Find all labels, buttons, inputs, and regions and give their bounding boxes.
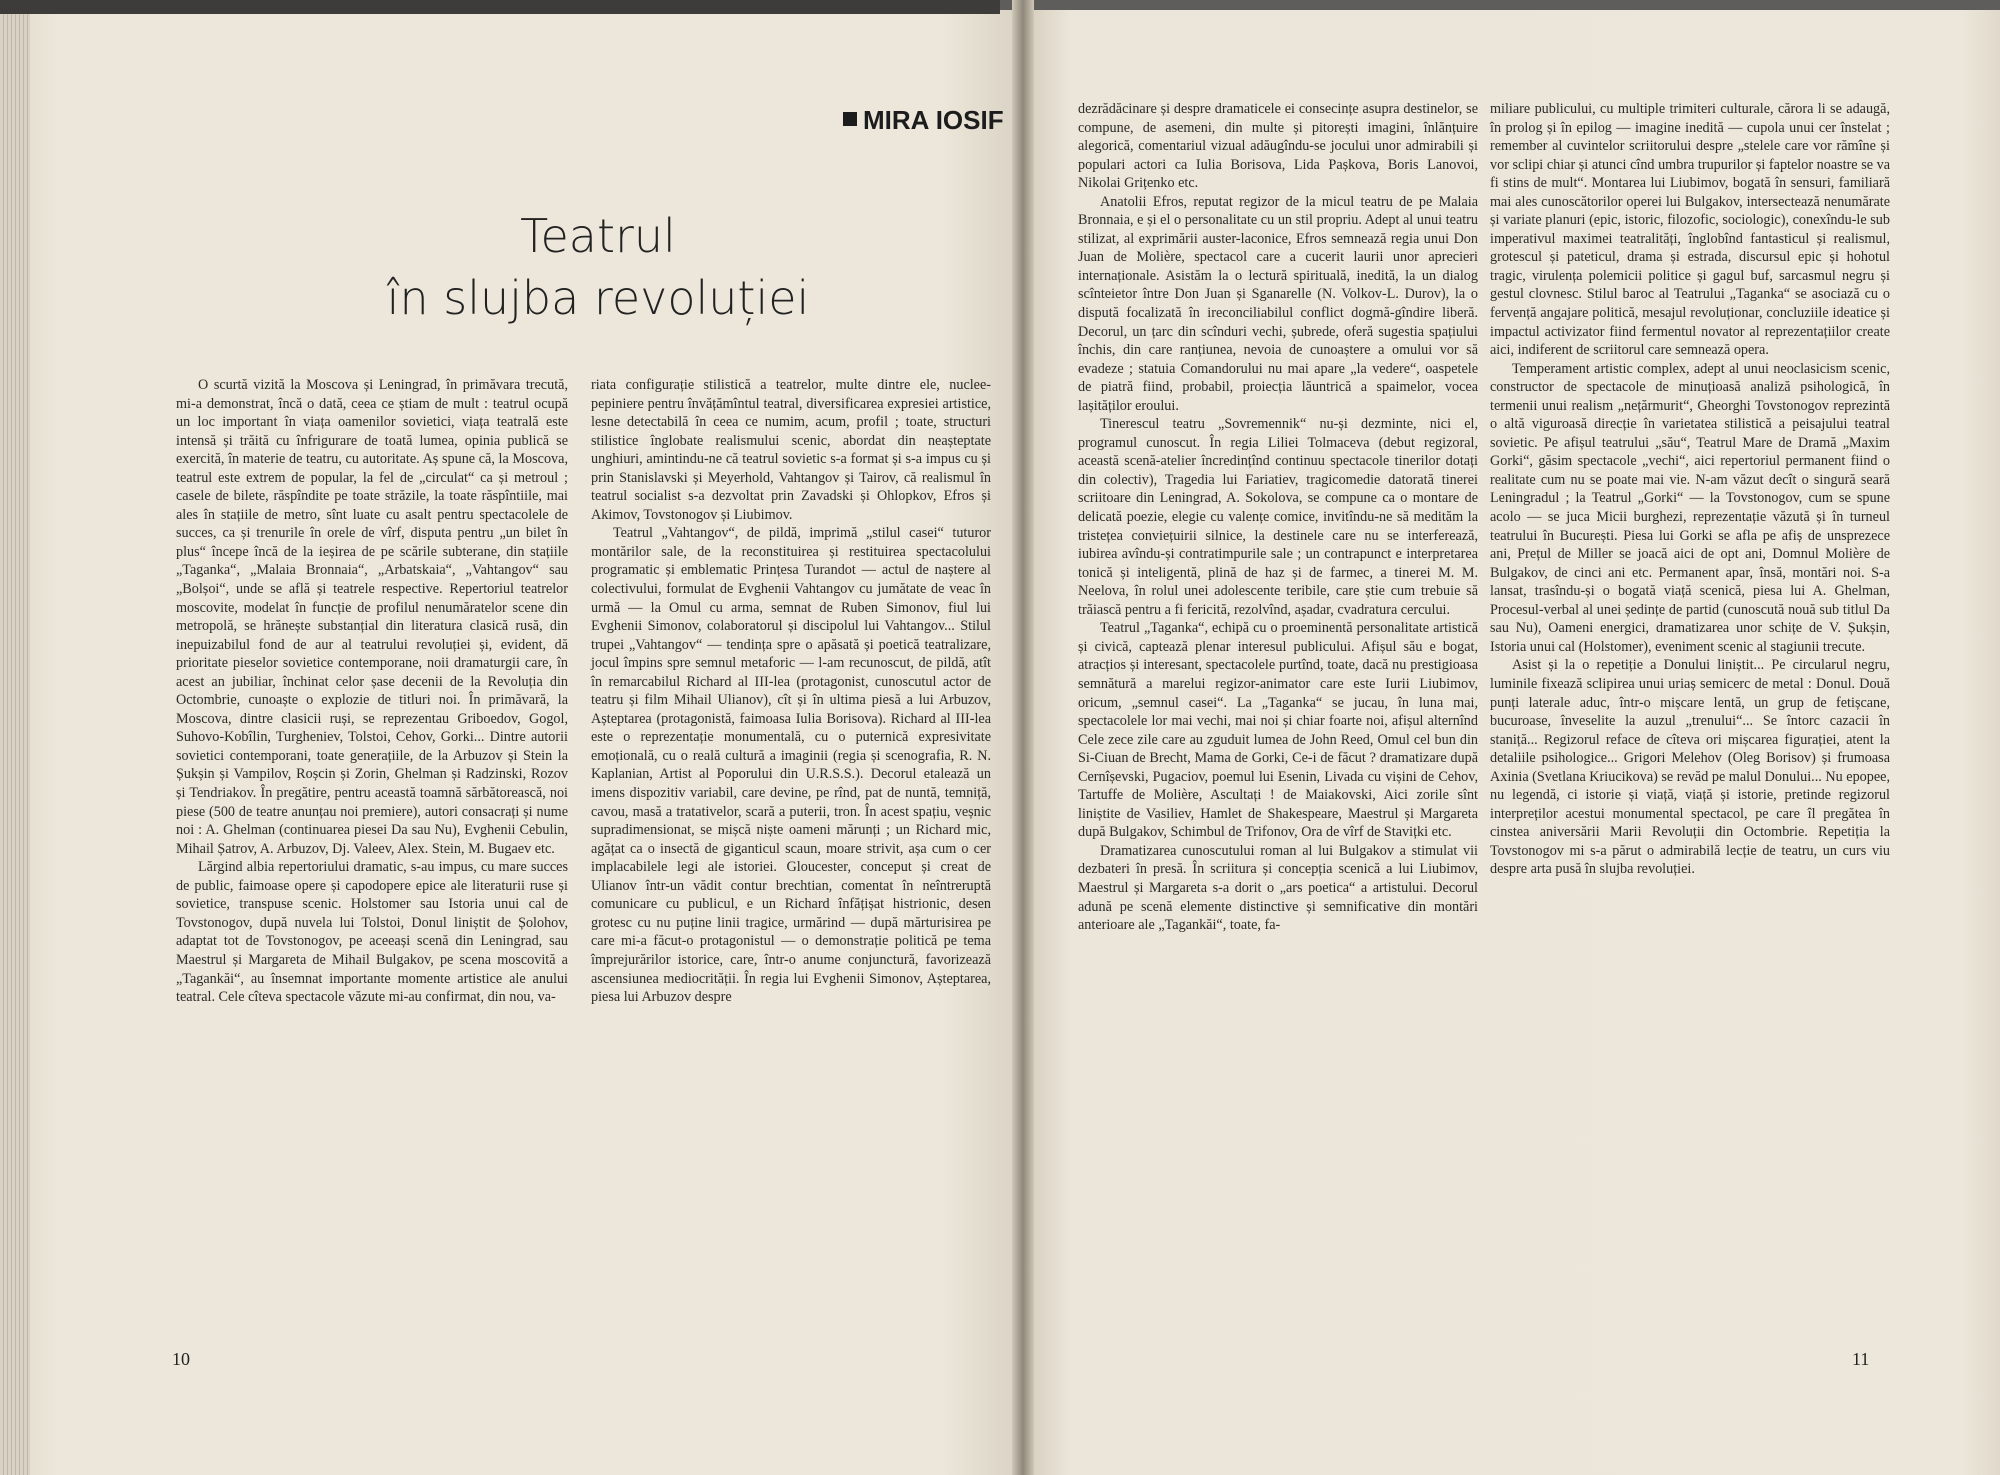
title-line-1: Teatrul xyxy=(520,209,676,263)
paragraph: Temperament artistic complex, adept al unui neoclasicism scenic, constructor de spectacole de minuțioasă analiză psihologică, în termenii unui realism „nețărmurit“, Gheorghi Tovstonogov reprezintă o altă viguroasă direcție în varietatea stilistică a peisajului teatral sovietic. Pe afișul teatrului „său“, Teatrul Mare de Dramă „Maxim Gorki“, găsim spectacole „vechi“, aici repertoriul permanent fiind o realitate cum nu se poate mai vie. N-am văzut decît o singură seară Leningradul ; la Teatrul „Gorki“ — la Tovstonogov, cum se spune acolo — se juca Micii burghezi, reprezentație văzută și în turneul teatrului în București. Piesa lui Gorki se afla pe afiș de unsprezece ani, Prețul de Miller se joacă aici de opt ani, Domnul Molière de Bulgakov, de cinci ani etc. Permanent apar, însă, montări noi. S-a lansat, trasîndu-și o bogată viață scenică, piesa lui A. Ghelman, Procesul-verbal al unei ședințe de partid (cunoscută nouă sub titlul Da sau Nu), Oameni energici, dramatizarea unor schițe de V. Șukșin, Istoria unui cal (Holstomer), eveniment scenic al stagiunii trecute. xyxy=(1490,360,1890,655)
binding-top-edge xyxy=(0,0,1000,14)
paragraph: O scurtă vizită la Moscova și Leningrad, în primăvara trecută, mi-a demonstrat, încă o dată, ceea ce știam de mult : teatrul ocupă un loc important în viața oamenilor sovietici, viața teatrală este intensă și trăită cu înfrigurare de toată lumea, opinia publică se exercită, în materie de teatru, cu autoritate. Aș spune că, la Moscova, teatrul este extrem de popular, la fel de „circulat“ ca și metroul ; casele de bilete, răspîndite pe toate străzile, la toate răspîntiile, mai ales în stațiile de metro, sînt luate cu asalt pentru spectacolele de succes, ca și trenurile în orele de vîrf, disputa pentru „un bilet în plus“ începe încă de la ieșirea de pe scările subterane, din stațiile „Taganka“, „Malaia Bronnaia“, „Arbatskaia“, „Vahtangov“ sau „Bolșoi“, unde se află și teatrele respective. Repertoriul teatrelor moscovite, modelat în funcție de profilul nenumăratelor scene din metropolă, se hrănește substanțial din literatura clasică rusă, din inepuizabilul fond de aur al teatrului revoluției și, evident, dă prioritate pieselor sovietice contemporane, noii dramaturgii care, în acest an jubiliar, închinat celor șase decenii de la Revoluția din Octombrie, cunoaște o explozie de titluri noi. În primăvară, la Moscova, dintre clasicii ruși, se reprezentau Griboedov, Gogol, Suhovo-Kobîlin, Turgheniev, Tolstoi, Cehov, Gorki... Dintre autorii sovietici contemporani, toate generațiile, de la Arbuzov și Stein la Șukșin și Vampilov, Roșcin și Zorin, Ghelman și Radzinski, Rozov și Tendriakov. În pregătire, pentru această toamnă sărbătorească, noi piese (500 de teatre anunțau noi premiere), autori consacrați și nume noi : A. Ghelman (continuarea piesei Da sau Nu), Evghenii Cebulin, Mihail Șatrov, A. Arbuzov, Dj. Valeev, Alex. Stein, M. Bugaev etc. xyxy=(176,377,568,857)
paragraph: Teatrul „Vahtangov“, de pildă, imprimă „stilul casei“ tuturor montărilor sale, de la reconstituirea și restituirea spectacolului programatic și emblematic Prințesa Turandot — actul de naștere al colectivului, formulat de Evghenii Vahtangov cu jumătate de veac în urmă — la Omul cu arma, semnat de Ruben Simonov, fiul lui Evghenii Simonov, colaboratorul și discipolul lui Vahtangov... Stilul trupei „Vahtangov“ — tendința spre o apăsată și poetică teatralizare, jocul împins spre semnul metaforic — l-am recunoscut, de pildă, atît în remarcabilul Richard al III-lea (protagonist, cunoscutul actor de teatru și film Mihail Ulianov), cît și în ultima piesă a lui Arbuzov, Așteptarea (protagonistă, faimoasa Iulia Borisova). Richard al III-lea este o reprezentație monumentală, cu o puternică expresivitate emoțională, cu o reală cultură a imaginii (regia și scenografia, R. N. Kaplanian, Artist al Poporului din U.R.S.S.). Decorul etalează un imens dispozitiv variabil, care devine, pe rînd, pat de nuntă, temniță, cavou, masă a tratativelor, scară a puterii, tron. În acest spațiu, veșnic supradimensionat, se mișcă niște oameni mărunți ; un Richard mic, agățat ca o insectă de giganticul scaun, moare strivit, așa cum o cer implacabilele legi ale istoriei. Gloucester, conceput și creat de Ulianov într-un vădit contur brechtian, comentat în neîntreruptă comunicare cu publicul, e un Richard înfățișat histrionic, desen grotesc cu nu puține linii tragice, urmărind — după mărturisirea pe care mi-a făcut-o protagonistul — o demonstrație politică pe tema împrejurărilor istorice, care, într-o anume conjunctură, favorizează ascensiunea mediocrității. În regia lui Evghenii Simonov, Așteptarea, piesa lui Arbuzov despre xyxy=(591,525,991,1006)
paragraph: Teatrul „Taganka“, echipă cu o proeminentă personalitate artistică și civică, captează plenar interesul publicului. Afișul său e bogat, atracțios și interesant, spectacolele purtînd, toate, dacă nu prestigioasa semnătură a marelui regizor-animator care este Iurii Liubimov, oricum, „semnul casei“. La „Taganka“ se jucau, în luna mai, spectacolele lor mai vechi, mai noi și chiar foarte noi, afișul alternînd Cele zece zile care au zguduit lumea de John Reed, Omul cel bun din Si-Ciuan de Brecht, Mama de Gorki, Ce-i de făcut ? dramatizare după Cernîșevski, Pugaciov, poemul lui Esenin, Livada cu vișini de Cehov, Tartuffe de Molière, Ascultați ! de Maiakovski, Aici zorile sînt liniștite de Vasiliev, Hamlet de Shakespeare, Maestrul și Margareta după Bulgakov, Schimbul de Trifonov, Ora de vîrf de Stavițki etc. xyxy=(1078,620,1478,841)
paragraph: Tinerescul teatru „Sovremennik“ nu-și dezminte, nici el, programul cunoscut. În regia Liliei Tolmaceva (debut regizoral, această scenă-atelier încredințînd continuu spectacole tinerilor dotați din colectiv), Tragedia lui Fariatiev, tragicomedie datorată tinerei scriitoare din Leningrad, A. Sokolova, se compune ca o montare de delicată poezie, elegie cu valențe comice, invitîndu-ne să medităm la tristețea conviețuirii silnice, la destinele care nu se interferează, iubirea avîndu-și contratimpurile sale ; un contrapunct e interpretarea tonică și inteligentă, plină de haz și de farmec, a tinerei M. M. Neelova, în rolul unei adolescente teribile, care știe cum trebuie să trăiască pentru a fi fericită, rezolvînd, așadar, cvadratura cercului. xyxy=(1078,416,1478,618)
book-gutter xyxy=(1012,0,1034,1475)
right-column-2 xyxy=(1490,100,1890,879)
left-column-2 xyxy=(591,376,991,1007)
left-page xyxy=(18,10,1022,1475)
author-text: MIRA IOSIF xyxy=(863,105,1004,135)
paragraph: Anatolii Efros, reputat regizor de la micul teatru de pe Malaia Bronnaia, e și el o personalitate cu un stil propriu. Adept al unui teatru stilizat, al exprimării auster-laconice, Efros semnează regia unui Don Juan de Molière, spectacol care a cucerit laurii unor aprecieri internaționale. Asistăm la o lectură spirituală, inedită, la un dialog scînteietor între Don Juan și Sganarelle (N. Volkov-L. Durov), la o dispută focalizată în ireconciliabilul conflict dogmă-gîndire liberă. Decorul, un țarc din scînduri vechi, șubrede, oferă sugestia spațiului închis, din care ranțiunea, nevoia de cunoaștere a omului vor să evadeze ; statuia Comandorului nu mai apare „la vedere“, oaspetele de piatră fiind, probabil, proiecția lăuntrică a spaimelor, vocea lașităților eroului. xyxy=(1078,193,1478,414)
square-bullet-icon xyxy=(843,112,857,126)
title-line-2: în slujba revoluției xyxy=(386,271,810,325)
author-name xyxy=(863,106,1013,134)
page-number: 10 xyxy=(172,1349,190,1369)
article-title xyxy=(318,205,878,329)
paragraph: Dramatizarea cunoscutului roman al lui Bulgakov a stimulat vii dezbateri în presă. În scriitura și concepția scenică a lui Liubimov, Maestrul și Margareta s-a dorit o „ars poetica“ a artistului. Decorul adună pe scenă elemente distinctive și semnificative din montări anterioare ale „Tagankăi“, toate, fa- xyxy=(1078,842,1478,934)
left-column-1 xyxy=(176,376,568,1007)
paragraph: miliare publicului, cu multiple trimiteri culturale, cărora li se adaugă, în prolog și în epilog — imagine inedită — cupola unui cer înstelat ; remember al cuvintelor scriitorului despre „stelele care vor rămîne și vor sclipi chiar și atunci cînd umbra trupurilor și faptelor noastre se va fi stins de mult“. Montarea lui Liubimov, bogată în sensuri, familiară mai ales cunoscătorilor operei lui Bulgakov, intersectează nenumărate și variate planuri (epic, istoric, filozofic, sociologic), conexîndu-le sub imperativul maximei teatralități, înglobînd fantasticul și realismul, grotescul și pateticul, drama și estrada, discursul epic și hohotul tragic, virulența polemicii politice și gagul buf, sarcasmul negru și gestul clovnesc. Stilul baroc al Teatrului „Taganka“ se asociază cu o fervență angajare politică, mesajul revoluționar, concluziile ideatice și impactul activizator fiind fermentul novator al reprezentațiilor create aici, indiferent de scriitorul care semnează opera. xyxy=(1490,101,1890,359)
right-page xyxy=(1022,10,2000,1475)
book-leaf-edges xyxy=(0,0,30,1475)
paragraph: dezrădăcinare și despre dramaticele ei consecințe asupra destinelor, se compune, de asemeni, din multe și pitorești imagini, înlănțuire alegorică, comentariul vizual adăugîndu-se jocului unor admirabili și populari actori ca Iulia Borisova, Lida Pașkova, Boris Lanovoi, Nikolai Grițenko etc. xyxy=(1078,101,1478,192)
page-number: 11 xyxy=(1852,1349,1870,1369)
paragraph: riata configurație stilistică a teatrelor, multe dintre ele, nuclee-pepiniere pentru învățămîntul teatral, diversificarea expresiei artistice, lesne detectabilă în ceea ce numim, acum, profil ; toate, structuri stilistice înglobate realismului scenic, abordat din neașteptate unghiuri, amintindu-ne că teatrul sovietic s-a format și s-a impus cu și prin Stanislavski și Meyerhold, Vahtangov și Tairov, că realismul în teatrul socialist s-a dezvoltat prin Zavadski și Ohlopkov, Efros și Akimov, Tovstonogov și Liubimov. xyxy=(591,377,991,523)
right-column-1 xyxy=(1078,100,1478,935)
paragraph: Asist și la o repetiție a Donului liniștit... Pe circularul negru, luminile fixează sclipirea unui uriaș semicerc de metal : Donul. Două punți laterale aduc, într-o mișcare lentă, un grup de fetișcane, bucuroase, învеselite la auzul „trenului“... Se întorc cazacii în staniță... Regizorul reface de cîteva ori mișcarea figurației, atent la detaliile psihologice... Grigori Melehov (Oleg Borisov) și frumoasa Axinia (Svetlana Kriucikova) se revăd pe malul Donului... Nu epopee, nu legendă, ci istorie și viață, viață și istorie, pretinde regizorul interpreților acestui monumental spectacol, pe care îl pregătea în cinstea aniversării Marii Revoluții din Octombrie. Repetiția la Tovstonogov mi s-a părut o admirabilă lecție de teatru, un curs viu despre arta pusă în slujba revoluției. xyxy=(1490,657,1890,878)
paragraph: Lărgind albia repertoriului dramatic, s-au impus, cu mare succes de public, faimoase opere și capodopere epice ale literaturii ruse și sovietice, transpuse scenic. Holstomer sau Istoria unui cal de Tovstonogov, după nuvela lui Tolstoi, Donul liniștit de Șolohov, adaptat tot de Tovstonogov, pe aceeași scenă din Leningrad, sau Maestrul și Margareta de Mihail Bulgakov, pe scena moscovită a „Tagankăi“, au însemnat importante momente artistice ale anului teatral. Cele cîteva spectacole văzute mi-au confirmat, din nou, va- xyxy=(176,859,568,1006)
